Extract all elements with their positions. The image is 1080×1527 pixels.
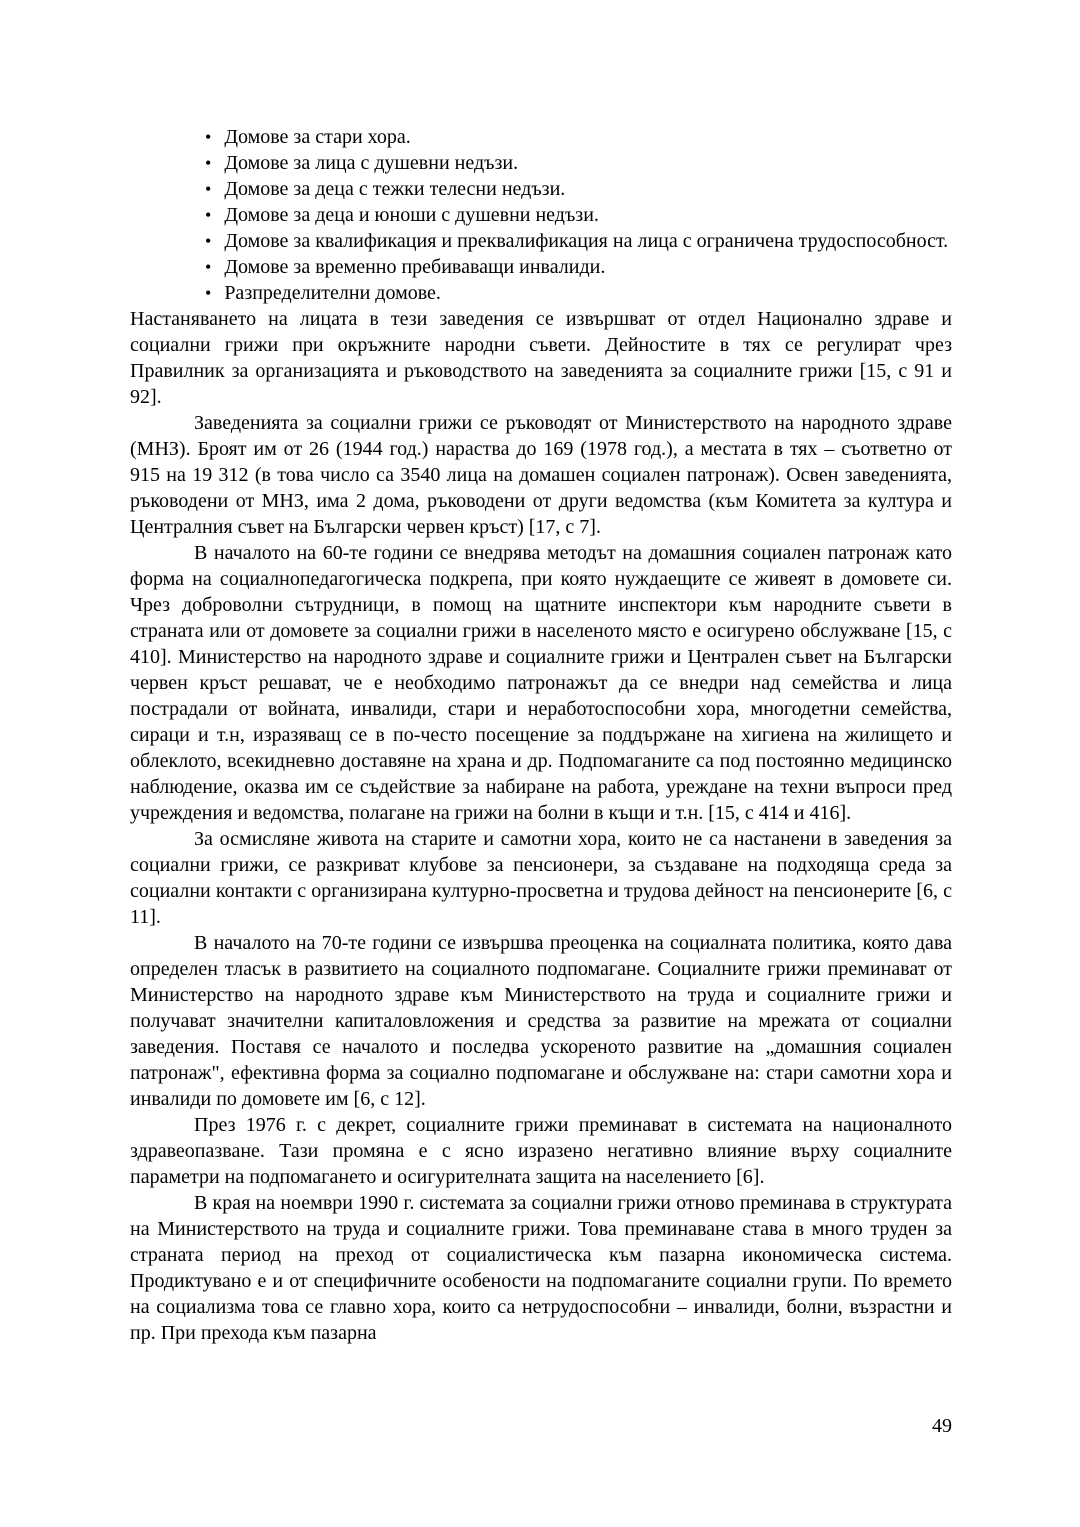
bullet-icon: • — [205, 179, 212, 199]
list-item — [130, 124, 952, 150]
page-number: 49 — [932, 1415, 952, 1437]
list-item-text: Домове за лица с душевни недъзи. — [224, 152, 519, 174]
paragraph: В началото на 70-те години се извършва преоценка на социалната политика, която дава определен тласък в развитието на социалното подпомагане. Социалните грижи преминават от Министерство на народното здраве към Министерството на труда и социалните грижи и получават значителни капиталовложения и средства за развитие на мрежата от социални заведения. Поставя се началото и последва ускореното развитие на „домашния социален патронаж", ефективна форма за социално подпомагане и обслужване на: стари самотни хора и инвалиди по домовете им [6, с 12]. — [130, 932, 952, 1110]
list-item — [130, 254, 952, 280]
list-item — [130, 280, 952, 306]
paragraph: В края на ноември 1990 г. системата за социални грижи отново преминава в структурата на Министерството на труда и социалните грижи. Това преминаване става в много труден за страната период на преход от социалистическа към пазарна икономическа система. Продиктувано е и от специфичните особености на подпомаганите социални групи. По времето на социализма това се главно хора, които са нетрудоспособни – инвалиди, болни, възрастни и пр. При прехода към пазарна — [130, 1192, 952, 1344]
list-item — [130, 150, 952, 176]
bullet-icon: • — [205, 257, 212, 277]
list-item — [130, 176, 952, 202]
paragraph: В началото на 60-те години се внедрява методът на домашния социален патронаж като форма на социалнопедагогическа подкрепа, при която нуждаещите се живеят в домовете си. Чрез доброволни сътрудници, в помощ на щатните инспектори към народните съвети в страната или от домовете за социални грижи в населеното място е осигурено обслужване [15, с 410]. Министерство на народното здраве и социалните грижи и Централен съвет на Български червен кръст решават, че е необходимо патронажът да се внедри над семейства и лица пострадали от войната, инвалиди, стари и неработоспособни хора, многодетни семейства, сираци и т.н, изразяващ се в по-често посещение за поддържане на хигиена на жилището и облеклото, всекидневно доставяне на храна и др. Подпомаганите са под постоянно медицинско наблюдение, оказва им се съдействие за набиране на работа, уреждане на техни въпроси пред учреждения и ведомства, полагане на грижи на болни в къщи и т.н. [15, с 414 и 416]. — [130, 542, 952, 824]
list-item-text: Домове за деца с тежки телесни недъзи. — [224, 178, 566, 200]
bullet-icon: • — [205, 153, 212, 173]
list-item-text: Домове за деца и юноши с душевни недъзи. — [224, 204, 599, 226]
list-item-text: Домове за квалификация и преквалификация на лица с ограничена трудоспособност. — [224, 230, 949, 252]
list-item — [130, 228, 952, 254]
bullet-icon: • — [205, 127, 212, 147]
bullet-icon: • — [205, 283, 212, 303]
list-item — [130, 202, 952, 228]
paragraph: През 1976 г. с декрет, социалните грижи преминават в системата на националното здравеопазване. Тази промяна е с ясно изразено негативно влияние върху социалните параметри на подпомагането и осигурителната защита на населението [6]. — [130, 1114, 952, 1188]
document-body — [130, 124, 952, 1346]
paragraph: Заведенията за социални грижи се ръководят от Министерството на народното здраве (МНЗ). Броят им от 26 (1944 год.) нараства до 169 (1978 год.), а местата в тях – съответно от 915 на 19 312 (в това число са 3540 лица на домашен социален патронаж). Освен заведенията, ръководени от МНЗ, има 2 дома, ръководени от други ведомства (към Комитета за култура и Централния съвет на Български червен кръст) [17, с 7]. — [130, 412, 952, 538]
bullet-icon: • — [205, 231, 212, 251]
paragraph: Настаняването на лицата в тези заведения се извършват от отдел Национално здраве и социални грижи при окръжните народни съвети. Дейностите в тях се регулират чрез Правилник за организацията и ръководството на заведенията за социалните грижи [15, с 91 и 92]. — [130, 308, 952, 408]
bullet-icon: • — [205, 205, 212, 225]
list-item-text: Разпределителни домове. — [224, 282, 441, 304]
list-item-text: Домове за временно пребиваващи инвалиди. — [224, 256, 606, 278]
list-item-text: Домове за стари хора. — [224, 126, 411, 148]
paragraph: За осмисляне живота на старите и самотни хора, които не са настанени в заведения за социални грижи, се разкриват клубове за пенсионери, за създаване на подходяща среда за социални контакти с организирана културно-просветна и трудова дейност на пенсионерите [6, с 11]. — [130, 828, 952, 928]
